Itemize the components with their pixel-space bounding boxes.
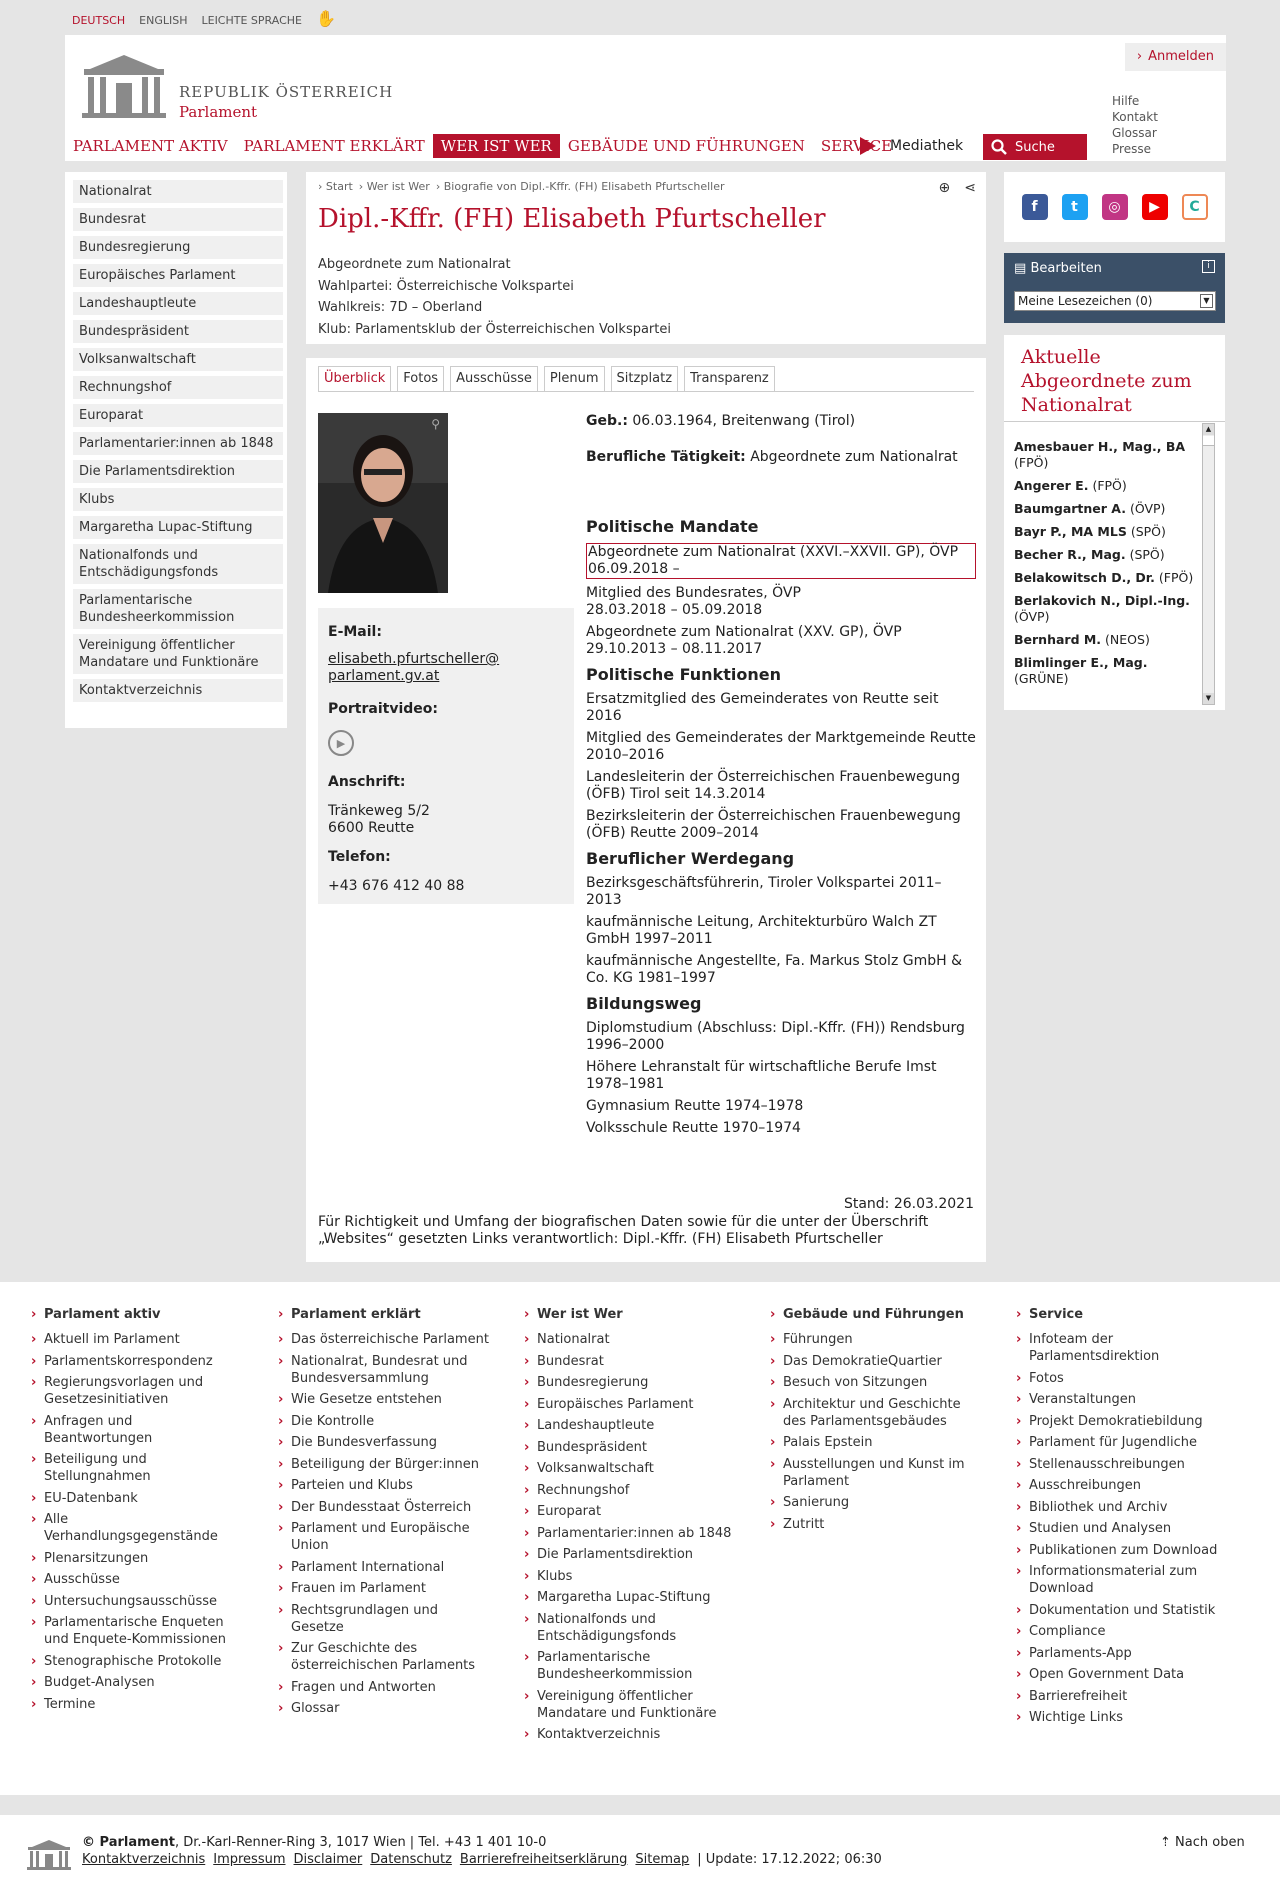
sidebar-item[interactable]: Volksanwaltschaft (73, 348, 283, 371)
list-item: Bezirksgeschäftsführerin, Tiroler Volkspartei 2011–2013 (586, 875, 942, 908)
update-date: | Update: 17.12.2022; 06:30 (697, 1852, 882, 1867)
scroll-thumb[interactable] (1203, 436, 1214, 446)
tab-plenum[interactable]: Plenum (544, 366, 605, 391)
sidebar-item[interactable]: Vereinigung öffentlicher Mandatare und Funktionäre (73, 634, 283, 674)
list-item: Diplomstudium (Abschluss: Dipl.-Kffr. (FH)) Rendsburg 1996–2000 (586, 1020, 965, 1053)
bearbeiten-label[interactable]: ▤ Bearbeiten (1014, 261, 1102, 276)
list-item: Volksschule Reutte 1970–1974 (586, 1120, 801, 1136)
list-item: kaufmännische Leitung, Architekturbüro Walch ZT GmbH 1997–2011 (586, 914, 937, 947)
email-label: E-Mail: (328, 624, 382, 640)
nav-wer-ist-wer[interactable]: WER IST WER (433, 134, 560, 158)
sidebar-item[interactable]: Bundesregierung (73, 236, 283, 259)
list-item: Höhere Lehranstalt für wirtschaftliche Berufe Imst 1978–1981 (586, 1059, 937, 1092)
member-name[interactable]: Angerer E. (1014, 478, 1089, 493)
footer-link[interactable]: › Glossar (291, 1700, 491, 1717)
mediathek-link[interactable]: Mediathek (860, 134, 963, 158)
email-link[interactable]: elisabeth.pfurtscheller@ parlament.gv.at (328, 651, 500, 684)
footer-column (44, 1306, 244, 1717)
edit-doc-icon: ▤ (1014, 261, 1027, 276)
footer-link[interactable]: › Parlaments-App (1029, 1645, 1229, 1662)
footer-link[interactable]: › Bundesregierung (537, 1374, 737, 1391)
footer-link[interactable]: › Sanierung (783, 1494, 983, 1511)
footer-link[interactable]: › Parteien und Klubs (291, 1477, 491, 1494)
footer-link[interactable]: › Landeshauptleute (537, 1417, 737, 1434)
member-name[interactable]: Baumgartner A. (1014, 501, 1126, 516)
bio-details (586, 413, 976, 1142)
footer-link[interactable]: › Compliance (1029, 1623, 1229, 1640)
footer (0, 1282, 1280, 1795)
member-item[interactable] (1014, 570, 1204, 586)
member-item[interactable] (1014, 478, 1204, 494)
sidebar-item[interactable]: Europarat (73, 404, 283, 427)
logo-subtitle: Parlament (179, 103, 258, 121)
footer-link[interactable]: › Besuch von Sitzungen (783, 1374, 983, 1391)
footer-link[interactable]: › Open Government Data (1029, 1666, 1229, 1683)
footer-link[interactable]: › Wichtige Links (1029, 1709, 1229, 1726)
sign-language-icon[interactable]: ✋ (315, 9, 336, 28)
member-party: (GRÜNE) (1014, 671, 1069, 686)
footer-link[interactable]: › Informationsmaterial zum Download (1029, 1563, 1229, 1597)
current-members-title: Aktuelle Abgeordnete zum Nationalrat (1021, 346, 1192, 416)
play-triangle-icon (860, 137, 876, 155)
bottom-bar (0, 1815, 1280, 1891)
footer-link[interactable]: › Dokumentation und Statistik (1029, 1602, 1229, 1619)
sidebar-item[interactable]: Nationalfonds und Entschädigungsfonds (73, 544, 283, 584)
list-item: Bezirksleiterin der Österreichischen Frauenbewegung (ÖFB) Reutte 2009–2014 (586, 808, 961, 841)
footer-column-title[interactable]: › Gebäude und Führungen (783, 1306, 983, 1323)
footer-link[interactable]: › Die Parlamentsdirektion (537, 1546, 737, 1563)
footer-link[interactable]: › Alle Verhandlungsgegenstände (44, 1511, 244, 1545)
mandate-title: Abgeordnete zum Nationalrat (XXVI.–XXVII. GP), ÖVP (588, 544, 959, 560)
footer-link[interactable]: › Nationalfonds und Entschädigungsfonds (537, 1611, 737, 1645)
member-item[interactable] (1014, 501, 1204, 517)
bookmark-add-icon[interactable]: ⊕ (938, 180, 951, 196)
member-item[interactable] (1014, 655, 1204, 687)
video-label: Portraitvideo: (328, 701, 438, 717)
mandate-title: Abgeordnete zum Nationalrat (XXV. GP), ÖVP (586, 624, 902, 640)
lang-leichte-sprache[interactable]: LEICHTE SPRACHE (201, 14, 302, 27)
parliament-logo-small-icon[interactable] (26, 1839, 72, 1871)
scroll-down-icon[interactable]: ▼ (1203, 693, 1214, 704)
glossary-link[interactable]: Glossar (1112, 126, 1157, 140)
tools (939, 180, 976, 196)
footer-link[interactable]: › Regierungsvorlagen und Gesetzesinitiativen (44, 1374, 244, 1408)
footer-link[interactable]: › Publikationen zum Download (1029, 1542, 1229, 1559)
footer-link[interactable]: › Infoteam der Parlamentsdirektion (1029, 1331, 1229, 1365)
footer-link[interactable]: › Parlamentarier:innen ab 1848 (537, 1525, 737, 1542)
address-line-1: Tränkeweg 5/2 (328, 803, 430, 819)
sidebar-item[interactable]: Landeshauptleute (73, 292, 283, 315)
member-name[interactable]: Bernhard M. (1014, 632, 1102, 647)
member-item[interactable] (1014, 547, 1204, 563)
footer-link[interactable]: › EU-Datenbank (44, 1490, 244, 1507)
meta-party: Wahlpartei: Österreichische Volkspartei (318, 278, 574, 294)
breadcrumb-wer-ist-wer[interactable]: › Wer ist Wer (358, 180, 430, 193)
member-party: (ÖVP) (1014, 609, 1050, 624)
arrow-up-icon: ⇡ (1160, 1835, 1171, 1850)
footer-link[interactable]: › Frauen im Parlament (291, 1580, 491, 1597)
footer-link[interactable]: › Plenarsitzungen (44, 1550, 244, 1567)
footer-link[interactable]: › Bundespräsident (537, 1439, 737, 1456)
breadcrumb (318, 180, 725, 193)
footer-link[interactable]: › Palais Epstein (783, 1434, 983, 1451)
link-datenschutz[interactable]: Datenschutz (370, 1852, 452, 1867)
footer-column (783, 1306, 983, 1537)
footer-link[interactable]: › Kontaktverzeichnis (537, 1726, 737, 1743)
search-button[interactable]: Suche (983, 134, 1087, 160)
nav-gebaeude[interactable]: GEBÄUDE UND FÜHRUNGEN (567, 137, 805, 155)
link-barrierefreiheit[interactable]: Barrierefreiheitserklärung (459, 1852, 628, 1867)
login-button[interactable]: › Anmelden (1125, 43, 1226, 71)
member-item[interactable] (1014, 632, 1204, 648)
lang-de[interactable]: DEUTSCH (72, 14, 126, 27)
footer-link[interactable]: › Margaretha Lupac-Stiftung (537, 1589, 737, 1606)
scrollbar[interactable] (1202, 423, 1215, 705)
footer-link[interactable]: › Parlamentskorrespondenz (44, 1353, 244, 1370)
share-icon[interactable]: ⋖ (964, 180, 976, 196)
mandate-period: 06.09.2018 – (588, 561, 680, 577)
chevron-down-icon: ▼ (1200, 294, 1213, 308)
social-links (1004, 172, 1225, 242)
sidebar-item[interactable]: Margaretha Lupac-Stiftung (73, 516, 283, 539)
career-list (586, 875, 976, 987)
portrait-photo[interactable] (318, 413, 448, 593)
footer-link[interactable]: › Bundesrat (537, 1353, 737, 1370)
sidebar-item[interactable]: Nationalrat (73, 180, 283, 203)
footer-link[interactable]: › Führungen (783, 1331, 983, 1348)
functions-heading: Politische Funktionen (586, 665, 781, 684)
footer-link[interactable]: › Die Kontrolle (291, 1413, 491, 1430)
member-item[interactable] (1014, 439, 1204, 471)
logo-title: REPUBLIK ÖSTERREICH (179, 83, 394, 101)
nav-parlament-aktiv[interactable]: PARLAMENT AKTIV (73, 137, 228, 155)
footer-column-title[interactable]: › Parlament aktiv (44, 1306, 244, 1323)
footer-link[interactable]: › Vereinigung öffentlicher Mandatare und Funktionäre (537, 1688, 737, 1722)
meta-role: Abgeordnete zum Nationalrat (318, 257, 511, 272)
footer-link[interactable]: › Parlamentarische Enqueten und Enquete-Kommissionen (44, 1614, 244, 1648)
press-link[interactable]: Presse (1112, 142, 1151, 156)
tab-sitzplatz[interactable]: Sitzplatz (611, 366, 679, 391)
footer-link[interactable]: › Das österreichische Parlament (291, 1331, 491, 1348)
mandate-title: Mitglied des Bundesrates, ÖVP (586, 585, 801, 601)
person-meta (318, 254, 671, 340)
footer-link[interactable]: › Studien und Analysen (1029, 1520, 1229, 1537)
mandate-period: 29.10.2013 – 08.11.2017 (586, 641, 763, 657)
footer-link[interactable]: › Nationalrat (537, 1331, 737, 1348)
instagram-icon[interactable]: ◎ (1102, 194, 1128, 220)
nav-service[interactable]: SERVICE (820, 137, 893, 155)
sidebar-item[interactable]: Die Parlamentsdirektion (73, 460, 283, 483)
list-item: kaufmännische Angestellte, Fa. Markus Stolz GmbH & Co. KG 1981–1997 (586, 953, 963, 986)
info-icon[interactable]: i (1202, 260, 1215, 273)
list-item: Ersatzmitglied des Gemeinderates von Reutte seit 2016 (586, 691, 939, 724)
biography-card (306, 358, 986, 1262)
member-party: (FPÖ) (1092, 478, 1127, 493)
footer-column (291, 1306, 491, 1722)
footer-link[interactable]: › Projekt Demokratiebildung (1029, 1413, 1229, 1430)
footer-link[interactable]: › Fragen und Antworten (291, 1679, 491, 1696)
footer-link[interactable]: › Stellenausschreibungen (1029, 1456, 1229, 1473)
site-header (65, 35, 1226, 161)
parlament-app-icon[interactable]: C (1182, 194, 1208, 220)
member-name[interactable]: Berlakovich N., Dipl.-Ing. (1014, 593, 1190, 608)
tab-ueberblick[interactable]: Überblick (318, 366, 391, 391)
contact-link[interactable]: Kontakt (1112, 110, 1158, 124)
footer-link[interactable]: › Wie Gesetze entstehen (291, 1391, 491, 1408)
footer-link[interactable]: › Nationalrat, Bundesrat und Bundesversammlung (291, 1353, 491, 1387)
footer-link[interactable]: › Rechtsgrundlagen und Gesetze (291, 1602, 491, 1636)
breadcrumb-current: › Biografie von Dipl.-Kffr. (FH) Elisabeth Pfurtscheller (435, 180, 725, 193)
tab-ausschuesse[interactable]: Ausschüsse (450, 366, 538, 391)
sidebar-item[interactable]: Bundesrat (73, 208, 283, 231)
breadcrumb-start[interactable]: › Start (318, 180, 353, 193)
link-impressum[interactable]: Impressum (213, 1852, 286, 1867)
contact-box (318, 608, 574, 904)
help-link[interactable]: Hilfe (1112, 94, 1140, 108)
person-header (306, 172, 986, 344)
member-name[interactable]: Blimlinger E., Mag. (1014, 655, 1148, 670)
copyright-line: © Parlament, Dr.-Karl-Renner-Ring 3, 1017 Wien | Tel. +43 1 401 10-0 (82, 1835, 547, 1850)
main-nav (65, 134, 900, 158)
sidebar (65, 172, 287, 728)
bookmarks-select[interactable]: Meine Lesezeichen (0) ▼ (1014, 291, 1216, 311)
footer-column-title[interactable]: › Wer ist Wer (537, 1306, 737, 1323)
education-list (586, 1020, 976, 1137)
mandate-list (586, 543, 976, 658)
facebook-icon[interactable]: f (1022, 194, 1048, 220)
footer-link[interactable]: › Zutritt (783, 1516, 983, 1533)
footer-link[interactable]: › Parlament International (291, 1559, 491, 1576)
footer-column-title[interactable]: › Service (1029, 1306, 1229, 1323)
list-item: Landesleiterin der Österreichischen Frauenbewegung (ÖFB) Tirol seit 14.3.2014 (586, 769, 961, 802)
footer-link[interactable]: › Rechnungshof (537, 1482, 737, 1499)
mandate-item (586, 624, 976, 658)
link-disclaimer[interactable]: Disclaimer (293, 1852, 363, 1867)
list-item: Mitglied des Gemeinderates der Marktgemeinde Reutte 2010–2016 (586, 730, 976, 763)
footer-link[interactable]: › Ausschreibungen (1029, 1477, 1229, 1494)
member-party: (FPÖ) (1014, 455, 1049, 470)
member-party: (SPÖ) (1130, 524, 1166, 539)
meta-district: Wahlkreis: 7D – Oberland (318, 300, 483, 315)
footer-link[interactable]: › Volksanwaltschaft (537, 1460, 737, 1477)
member-party: (FPÖ) (1158, 570, 1194, 585)
footer-link[interactable]: › Architektur und Geschichte des Parlamentsgebäudes (783, 1396, 983, 1430)
footer-link[interactable]: › Termine (44, 1696, 244, 1713)
search-icon (991, 139, 1007, 155)
play-video-icon[interactable]: ▶ (328, 730, 354, 756)
language-bar (72, 9, 336, 28)
footer-link[interactable]: › Beteiligung und Stellungnahmen (44, 1451, 244, 1485)
sidebar-item[interactable]: Rechnungshof (73, 376, 283, 399)
mandate-period: 28.03.2018 – 05.09.2018 (586, 602, 763, 618)
birth-info: Geb.: 06.03.1964, Breitenwang (Tirol) (586, 413, 856, 429)
mandate-item (586, 585, 976, 619)
service-links (1112, 93, 1158, 157)
footer-link[interactable]: › Parlamentarische Bundesheerkommission (537, 1649, 737, 1683)
link-kontaktverzeichnis[interactable]: Kontaktverzeichnis (82, 1852, 206, 1867)
footer-link[interactable]: › Parlament für Jugendliche (1029, 1434, 1229, 1451)
footer-link[interactable]: › Veranstaltungen (1029, 1391, 1229, 1408)
footer-link[interactable]: › Die Bundesverfassung (291, 1434, 491, 1451)
current-members-panel (1004, 335, 1225, 710)
page-title: Dipl.-Kffr. (FH) Elisabeth Pfurtscheller (318, 204, 826, 234)
twitter-icon[interactable]: t (1062, 194, 1088, 220)
footer-column (1029, 1306, 1229, 1731)
member-name[interactable]: Becher R., Mag. (1014, 547, 1126, 562)
stand-date: Stand: 26.03.2021 (843, 1196, 974, 1212)
tab-fotos[interactable]: Fotos (397, 366, 444, 391)
member-party: (NEOS) (1105, 632, 1150, 647)
member-name[interactable]: Amesbauer H., Mag., BA (1014, 439, 1186, 454)
sidebar-item[interactable]: Klubs (73, 488, 283, 511)
back-to-top-link[interactable]: ⇡ Nach oben (1160, 1835, 1245, 1850)
mandate-item (586, 543, 976, 579)
address-label: Anschrift: (328, 774, 406, 790)
footer-link[interactable]: › Parlament und Europäische Union (291, 1520, 491, 1554)
footer-link[interactable]: › Barrierefreiheit (1029, 1688, 1229, 1705)
phone-label: Telefon: (328, 849, 391, 865)
footer-link[interactable]: › Europarat (537, 1503, 737, 1520)
tab-bar (318, 366, 775, 391)
disclaimer-text: Für Richtigkeit und Umfang der biografischen Daten sowie für die unter der Überschrift „Websites“ gesetzten Links verantwortlich: Dipl.-Kffr. (FH) Elisabeth Pfurtscheller (318, 1214, 929, 1247)
footer-link[interactable]: › Europäisches Parlament (537, 1396, 737, 1413)
member-party: (SPÖ) (1129, 547, 1165, 562)
footer-link[interactable]: › Bibliothek und Archiv (1029, 1499, 1229, 1516)
footer-link[interactable]: › Stenographische Protokolle (44, 1653, 244, 1670)
footer-link[interactable]: › Budget-Analysen (44, 1674, 244, 1691)
address-line-2: 6600 Reutte (328, 820, 415, 836)
footer-link[interactable]: › Zur Geschichte des österreichischen Parlaments (291, 1640, 491, 1674)
footer-link[interactable]: › Untersuchungsausschüsse (44, 1593, 244, 1610)
phone-number[interactable]: +43 676 412 40 88 (328, 878, 465, 894)
footer-link[interactable]: › Ausschüsse (44, 1571, 244, 1588)
footer-link[interactable]: › Klubs (537, 1568, 737, 1585)
sidebar-item[interactable]: Kontaktverzeichnis (73, 679, 283, 702)
list-item: Gymnasium Reutte 1974–1978 (586, 1098, 804, 1114)
education-heading: Bildungsweg (586, 994, 702, 1013)
career-heading: Beruflicher Werdegang (586, 849, 795, 868)
legal-links (82, 1852, 882, 1867)
member-item[interactable] (1014, 524, 1204, 540)
zoom-icon[interactable]: ⚲ (431, 417, 440, 431)
mandate-heading: Politische Mandate (586, 517, 759, 536)
tab-divider (318, 391, 974, 392)
divider (1004, 421, 1225, 422)
footer-link[interactable]: › Das DemokratieQuartier (783, 1353, 983, 1370)
functions-list (586, 691, 976, 842)
footer-link[interactable]: › Anfragen und Beantwortungen (44, 1413, 244, 1447)
sidebar-item[interactable]: Parlamentarier:innen ab 1848 (73, 432, 283, 455)
bookmarks-panel (1004, 253, 1225, 323)
member-name[interactable]: Bayr P., MA MLS (1014, 524, 1127, 539)
footer-link[interactable]: › Fotos (1029, 1370, 1229, 1387)
tab-transparenz[interactable]: Transparenz (684, 366, 775, 391)
footer-column (537, 1306, 737, 1748)
youtube-icon[interactable]: ▶ (1142, 194, 1168, 220)
link-sitemap[interactable]: Sitemap (635, 1852, 690, 1867)
scroll-up-icon[interactable]: ▲ (1203, 424, 1214, 435)
member-name[interactable]: Belakowitsch D., Dr. (1014, 570, 1155, 585)
footer-link[interactable]: › Aktuell im Parlament (44, 1331, 244, 1348)
footer-link[interactable]: › Beteiligung der Bürger:innen (291, 1456, 491, 1473)
sidebar-item[interactable]: Parlamentarische Bundesheerkommission (73, 589, 283, 629)
meta-club: Klub: Parlamentsklub der Österreichischen Volkspartei (318, 321, 671, 337)
profession-info: Berufliche Tätigkeit: Abgeordnete zum Nationalrat (586, 449, 958, 465)
sidebar-item[interactable]: Europäisches Parlament (73, 264, 283, 287)
parliament-logo-icon[interactable] (80, 53, 168, 119)
lang-en[interactable]: ENGLISH (139, 14, 188, 27)
sidebar-item[interactable]: Bundespräsident (73, 320, 283, 343)
member-item[interactable] (1014, 593, 1204, 625)
footer-column-title[interactable]: › Parlament erklärt (291, 1306, 491, 1323)
footer-link[interactable]: › Der Bundesstaat Österreich (291, 1499, 491, 1516)
member-party: (ÖVP) (1129, 501, 1166, 516)
footer-link[interactable]: › Ausstellungen und Kunst im Parlament (783, 1456, 983, 1490)
nav-parlament-erklaert[interactable]: PARLAMENT ERKLÄRT (243, 137, 425, 155)
